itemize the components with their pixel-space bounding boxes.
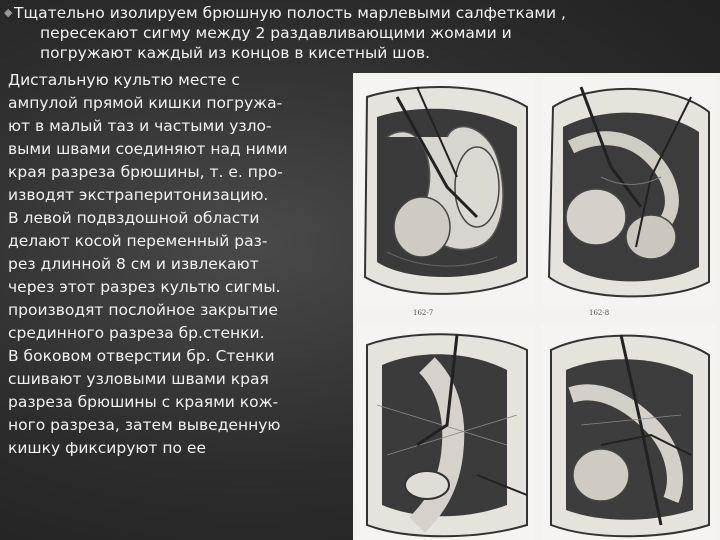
body-line: срединного разреза бр.стенки. (8, 324, 265, 342)
surgical-drawing-4 (541, 325, 716, 540)
body-line: изводят экстраперитонизацию. (8, 186, 269, 204)
bullet-marker-icon: ◆ (4, 6, 13, 19)
illustration-panel-4 (541, 325, 716, 540)
body-line: кишку фиксируют по ее (8, 439, 206, 457)
body-line: разреза брюшины с краями кож- (8, 393, 279, 411)
figure-caption: 162-7 (413, 309, 434, 317)
header-line-3: погружают каждый из концов в кисетный шов. (40, 44, 431, 62)
body-line: ампулой прямой кишки погружа- (8, 94, 283, 112)
header-line-2: пересекают сигму между 2 раздавливающими жомами и (40, 24, 512, 42)
body-text (8, 69, 348, 460)
body-line: выми швами соединяют над ними (8, 140, 288, 158)
body-line: делают косой переменный раз- (8, 232, 268, 250)
header-bullet (4, 3, 668, 63)
body-line: края разреза брюшины, т. е. про- (8, 163, 283, 181)
header-line-1: Тщательно изолируем брюшную полость марлевыми салфетками , (14, 4, 566, 22)
illustration-panel-2 (541, 77, 716, 305)
illustration-panel-1 (357, 77, 535, 305)
figure-caption: 162-8 (589, 309, 610, 317)
body-line: производят послойное закрытие (8, 301, 278, 319)
body-line: через этот разрез культю сигмы. (8, 278, 281, 296)
body-line: В левой подвздошной области (8, 209, 260, 227)
illustration-panel-3 (357, 325, 535, 540)
body-line: ют в малый таз и частыми узло- (8, 117, 272, 135)
surgical-drawing-2 (541, 77, 716, 305)
body-line: рез длинной 8 см и извлекают (8, 255, 259, 273)
body-line: сшивают узловыми швами края (8, 370, 269, 388)
surgical-illustration (353, 73, 720, 540)
body-line: В боковом отверстии бр. Стенки (8, 347, 275, 365)
surgical-drawing-3 (357, 325, 535, 540)
surgical-drawing-1 (357, 77, 535, 305)
body-line: ного разреза, затем выведенную (8, 416, 281, 434)
body-line: Дистальную культю месте с (8, 71, 240, 89)
